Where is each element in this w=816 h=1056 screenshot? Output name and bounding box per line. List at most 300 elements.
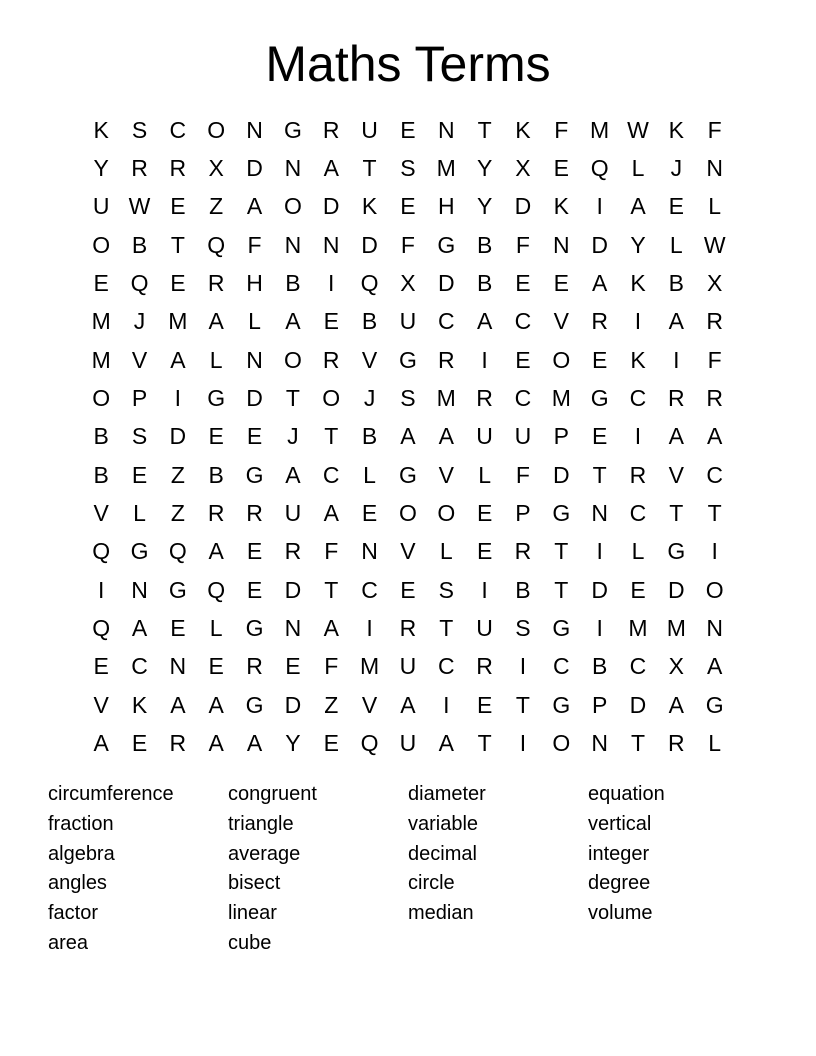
grid-letter: M xyxy=(436,155,456,182)
grid-letter: W xyxy=(703,231,726,258)
grid-letter: B xyxy=(668,270,684,297)
grid-letter: E xyxy=(246,423,263,450)
grid-letter: O xyxy=(322,385,341,412)
grid-letter: A xyxy=(668,423,684,450)
grid-letter: G xyxy=(552,615,571,642)
grid-letter: K xyxy=(361,193,378,220)
grid-letter: D xyxy=(437,270,455,297)
grid-letter: M xyxy=(666,615,686,642)
grid-letter: T xyxy=(707,500,722,527)
grid-letter: K xyxy=(668,116,684,143)
grid-letter: T xyxy=(324,576,339,603)
grid-letter: O xyxy=(92,385,111,412)
grid-letter: S xyxy=(131,116,148,143)
grid-letter: S xyxy=(400,385,416,412)
grid-letter: L xyxy=(708,193,722,220)
grid-letter: A xyxy=(285,308,301,335)
grid-letter: L xyxy=(209,346,223,373)
grid-letter: A xyxy=(246,193,263,220)
grid-letter: D xyxy=(591,231,608,258)
grid-letter: A xyxy=(476,308,493,335)
grid-letter: J xyxy=(133,308,146,335)
grid-letter: I xyxy=(711,538,718,565)
grid-letter: G xyxy=(552,691,571,718)
grid-letter: E xyxy=(323,308,339,335)
word-list-item: area xyxy=(48,931,89,954)
grid-letter: L xyxy=(248,308,261,335)
grid-letter: V xyxy=(668,461,684,488)
grid-letter: G xyxy=(667,538,686,565)
grid-letter: A xyxy=(170,346,186,373)
grid-letter: I xyxy=(443,691,450,718)
grid-letter: V xyxy=(131,346,148,373)
grid-letter: V xyxy=(361,346,378,373)
grid-letter: E xyxy=(476,538,493,565)
grid-letter: S xyxy=(131,423,148,450)
grid-letter: F xyxy=(400,231,415,258)
grid-letter: L xyxy=(363,461,376,488)
grid-letter: L xyxy=(439,538,453,565)
grid-letter: D xyxy=(361,231,378,258)
grid-letter: R xyxy=(476,653,493,680)
grid-letter: T xyxy=(554,538,569,565)
grid-letter: C xyxy=(361,576,378,603)
grid-letter: E xyxy=(323,730,339,757)
grid-letter: E xyxy=(591,423,608,450)
grid-letter: P xyxy=(553,423,569,450)
grid-letter: B xyxy=(131,231,148,258)
grid-letter: X xyxy=(515,155,531,182)
grid-letter: X xyxy=(400,270,416,297)
grid-letter: R xyxy=(207,270,225,297)
grid-letter: C xyxy=(629,500,647,527)
word-list-item: equation xyxy=(588,783,665,805)
grid-letter: T xyxy=(630,730,646,757)
grid-letter: H xyxy=(246,270,263,297)
grid-letter: A xyxy=(438,730,454,757)
grid-letter: E xyxy=(246,538,263,565)
grid-letter: M xyxy=(168,308,188,335)
grid-letter: C xyxy=(437,653,455,680)
grid-letter: A xyxy=(208,691,224,718)
grid-letter: T xyxy=(477,730,492,757)
grid-letter: C xyxy=(514,385,532,412)
word-list-item: fraction xyxy=(48,812,114,835)
grid-letter: I xyxy=(596,193,603,220)
grid-letter: I xyxy=(519,653,527,680)
grid-letter: C xyxy=(169,116,187,143)
grid-letter: K xyxy=(553,193,569,220)
grid-letter: T xyxy=(285,385,300,412)
grid-letter: G xyxy=(590,385,609,412)
grid-letter: E xyxy=(208,653,224,680)
grid-letter: U xyxy=(476,423,493,450)
grid-letter: G xyxy=(245,615,264,642)
grid-letter: X xyxy=(707,270,723,297)
grid-letter: A xyxy=(630,193,646,220)
grid-letter: U xyxy=(399,653,417,680)
grid-letter: E xyxy=(361,500,378,527)
grid-letter: G xyxy=(437,231,456,258)
grid-letter: K xyxy=(630,270,646,297)
grid-letter: U xyxy=(399,730,417,757)
grid-letter: A xyxy=(93,730,109,757)
grid-letter: K xyxy=(131,691,148,718)
grid-letter: J xyxy=(287,423,299,450)
grid-letter: M xyxy=(91,346,111,373)
grid-letter: C xyxy=(514,308,532,335)
grid-letter: E xyxy=(400,116,416,143)
grid-letter: E xyxy=(400,576,416,603)
grid-letter: T xyxy=(554,576,569,603)
grid-letter: A xyxy=(170,691,186,718)
grid-letter: Y xyxy=(476,155,493,182)
grid-letter: R xyxy=(668,730,685,757)
grid-letter: A xyxy=(131,615,148,642)
grid-letter: V xyxy=(438,461,454,488)
grid-letter: E xyxy=(170,615,186,642)
grid-letter: T xyxy=(477,116,492,143)
grid-letter: G xyxy=(245,461,264,488)
grid-letter: L xyxy=(669,231,683,258)
grid-letter: N xyxy=(591,730,608,757)
grid-letter: U xyxy=(399,308,417,335)
grid-letter: G xyxy=(207,385,226,412)
grid-letter: R xyxy=(514,538,532,565)
grid-letter: D xyxy=(668,576,685,603)
grid-letter: E xyxy=(591,346,608,373)
grid-letter: C xyxy=(131,653,148,680)
grid-letter: R xyxy=(131,155,148,182)
word-list-item: diameter xyxy=(408,783,486,805)
grid-letter: F xyxy=(324,653,339,680)
grid-letter: Y xyxy=(93,155,109,182)
grid-letter: R xyxy=(476,385,493,412)
grid-letter: F xyxy=(554,116,569,143)
grid-letter: A xyxy=(707,653,723,680)
grid-letter: D xyxy=(284,576,302,603)
grid-letter: L xyxy=(631,538,645,565)
grid-letter: R xyxy=(169,730,187,757)
grid-letter: L xyxy=(631,155,645,182)
grid-letter: N xyxy=(246,346,263,373)
grid-letter: Q xyxy=(590,155,609,182)
grid-letter: I xyxy=(519,730,527,757)
grid-letter: I xyxy=(634,308,642,335)
grid-letter: F xyxy=(515,461,530,488)
grid-letter: H xyxy=(437,193,455,220)
grid-letter: R xyxy=(591,308,608,335)
grid-letter: S xyxy=(438,576,454,603)
grid-letter: B xyxy=(476,270,493,297)
grid-letter: W xyxy=(627,116,649,143)
grid-letter: O xyxy=(552,346,571,373)
grid-letter: A xyxy=(668,691,684,718)
grid-letter: O xyxy=(398,500,417,527)
grid-letter: Z xyxy=(170,461,185,488)
grid-letter: A xyxy=(323,155,339,182)
grid-letter: N xyxy=(361,538,378,565)
grid-letter: G xyxy=(245,691,264,718)
grid-letter: P xyxy=(131,385,148,412)
word-list-item: volume xyxy=(588,902,653,925)
grid-letter: N xyxy=(246,116,263,143)
grid-letter: B xyxy=(285,270,301,297)
grid-letter: B xyxy=(93,423,109,450)
grid-letter: J xyxy=(670,155,683,182)
grid-letter: I xyxy=(596,538,603,565)
grid-letter: L xyxy=(133,500,146,527)
grid-letter: A xyxy=(707,423,723,450)
grid-letter: V xyxy=(93,691,109,718)
grid-letter: A xyxy=(208,538,224,565)
grid-letter: G xyxy=(705,691,724,718)
word-list-item: decimal xyxy=(408,842,477,865)
grid-letter: I xyxy=(596,615,603,642)
grid-letter: I xyxy=(481,576,488,603)
grid-letter: R xyxy=(207,500,225,527)
grid-letter: F xyxy=(324,538,339,565)
grid-letter: C xyxy=(437,308,455,335)
grid-letter: L xyxy=(209,615,223,642)
grid-letter: O xyxy=(283,193,302,220)
grid-letter: I xyxy=(481,346,488,373)
grid-letter: Q xyxy=(168,538,187,565)
grid-letter: O xyxy=(283,346,302,373)
grid-letter: N xyxy=(706,615,723,642)
grid-letter: Y xyxy=(476,193,493,220)
grid-letter: A xyxy=(400,691,416,718)
grid-letter: S xyxy=(400,155,416,182)
grid-letter: B xyxy=(591,653,608,680)
grid-letter: E xyxy=(630,576,646,603)
word-list-item: factor xyxy=(48,902,99,925)
grid-letter: E xyxy=(246,576,263,603)
letter-grid xyxy=(82,111,734,763)
grid-letter: U xyxy=(284,500,302,527)
grid-letter: A xyxy=(208,730,224,757)
grid-letter: T xyxy=(324,423,339,450)
grid-letter: E xyxy=(668,193,684,220)
grid-letter: A xyxy=(208,308,224,335)
grid-letter: Q xyxy=(207,231,226,258)
grid-letter: N xyxy=(591,500,608,527)
grid-letter: D xyxy=(246,155,263,182)
grid-letter: R xyxy=(169,155,187,182)
grid-letter: E xyxy=(400,193,416,220)
grid-letter: T xyxy=(592,461,607,488)
grid-letter: A xyxy=(323,615,339,642)
grid-letter: S xyxy=(515,615,531,642)
grid-letter: Q xyxy=(207,576,226,603)
grid-letter: E xyxy=(515,346,531,373)
word-list-item: bisect xyxy=(228,872,281,895)
grid-letter: G xyxy=(552,500,571,527)
word-list-item: cube xyxy=(228,931,272,954)
grid-letter: A xyxy=(246,730,263,757)
grid-letter: E xyxy=(208,423,224,450)
grid-letter: Q xyxy=(360,730,379,757)
grid-letter: A xyxy=(668,308,684,335)
grid-letter: M xyxy=(590,116,610,143)
grid-letter: Z xyxy=(209,193,224,220)
grid-letter: O xyxy=(207,116,226,143)
grid-letter: G xyxy=(283,116,302,143)
grid-letter: C xyxy=(322,461,340,488)
grid-letter: Q xyxy=(92,538,111,565)
word-list-item: congruent xyxy=(228,783,317,805)
grid-letter: F xyxy=(707,346,722,373)
grid-letter: D xyxy=(591,576,608,603)
grid-letter: M xyxy=(551,385,571,412)
grid-letter: T xyxy=(170,231,185,258)
grid-letter: O xyxy=(92,231,111,258)
grid-letter: E xyxy=(170,193,186,220)
grid-letter: X xyxy=(668,653,684,680)
word-list-item: angles xyxy=(48,872,107,895)
grid-letter: E xyxy=(131,730,148,757)
grid-letter: E xyxy=(170,270,186,297)
word-list-item: algebra xyxy=(48,842,115,865)
word-list-item: integer xyxy=(588,842,650,865)
grid-letter: E xyxy=(93,270,109,297)
word-list-item: vertical xyxy=(588,812,652,835)
grid-letter: N xyxy=(131,576,148,603)
grid-letter: G xyxy=(130,538,149,565)
grid-letter: G xyxy=(398,346,417,373)
grid-letter: U xyxy=(92,193,110,220)
grid-letter: V xyxy=(93,500,109,527)
grid-letter: K xyxy=(515,116,531,143)
grid-letter: C xyxy=(629,653,647,680)
grid-letter: B xyxy=(476,231,493,258)
grid-letter: C xyxy=(552,653,570,680)
grid-letter: T xyxy=(439,615,454,642)
grid-letter: B xyxy=(208,461,224,488)
grid-letter: N xyxy=(284,155,302,182)
word-list-item: variable xyxy=(408,812,479,835)
grid-letter: Z xyxy=(170,500,185,527)
grid-letter: I xyxy=(673,346,680,373)
grid-letter: G xyxy=(168,576,187,603)
grid-letter: V xyxy=(400,538,416,565)
grid-letter: R xyxy=(706,308,723,335)
grid-letter: E xyxy=(515,270,531,297)
grid-letter: N xyxy=(284,231,302,258)
grid-letter: A xyxy=(591,270,608,297)
grid-letter: B xyxy=(93,461,109,488)
grid-letter: J xyxy=(363,385,376,412)
grid-letter: A xyxy=(438,423,454,450)
grid-letter: K xyxy=(630,346,646,373)
grid-letter: Y xyxy=(630,231,646,258)
grid-letter: O xyxy=(705,576,724,603)
grid-letter: U xyxy=(476,615,493,642)
grid-letter: E xyxy=(285,653,301,680)
grid-letter: N xyxy=(284,615,302,642)
grid-letter: M xyxy=(436,385,456,412)
grid-letter: D xyxy=(246,385,263,412)
grid-letter: I xyxy=(97,576,105,603)
grid-letter: I xyxy=(366,615,373,642)
grid-letter: D xyxy=(552,461,570,488)
grid-letter: U xyxy=(514,423,532,450)
grid-letter: A xyxy=(285,461,301,488)
grid-letter: Y xyxy=(285,730,301,757)
grid-letter: R xyxy=(668,385,685,412)
grid-letter: Q xyxy=(360,270,379,297)
grid-letter: E xyxy=(476,500,493,527)
grid-letter: A xyxy=(323,500,339,527)
grid-letter: N xyxy=(706,155,723,182)
grid-letter: C xyxy=(629,385,647,412)
grid-letter: V xyxy=(361,691,378,718)
grid-letter: O xyxy=(437,500,456,527)
grid-letter: R xyxy=(399,615,417,642)
grid-letter: U xyxy=(361,116,378,143)
grid-letter: I xyxy=(174,385,182,412)
grid-letter: N xyxy=(437,116,455,143)
grid-letter: T xyxy=(362,155,377,182)
page-title: Maths Terms xyxy=(265,36,551,92)
grid-letter: R xyxy=(629,461,647,488)
grid-letter: F xyxy=(515,231,530,258)
grid-letter: E xyxy=(553,155,569,182)
grid-letter: T xyxy=(515,691,530,718)
grid-letter: Q xyxy=(92,615,111,642)
grid-letter: E xyxy=(93,653,109,680)
grid-letter: R xyxy=(284,538,302,565)
word-list-item: median xyxy=(408,902,474,925)
grid-letter: D xyxy=(629,691,647,718)
grid-letter: E xyxy=(553,270,569,297)
grid-letter: E xyxy=(476,691,493,718)
grid-letter: L xyxy=(478,461,491,488)
grid-letter: D xyxy=(284,691,302,718)
grid-letter: D xyxy=(169,423,187,450)
grid-letter: N xyxy=(169,653,187,680)
grid-letter: M xyxy=(91,308,111,335)
grid-letter: O xyxy=(552,730,571,757)
grid-letter: M xyxy=(359,653,380,680)
word-list-item: circumference xyxy=(48,783,174,805)
grid-letter: B xyxy=(361,308,378,335)
word-list-item: average xyxy=(228,842,301,865)
grid-letter: G xyxy=(398,461,417,488)
grid-letter: Q xyxy=(130,270,149,297)
grid-letter: C xyxy=(706,461,723,488)
grid-letter: Z xyxy=(324,691,339,718)
grid-letter: I xyxy=(328,270,335,297)
grid-letter: B xyxy=(515,576,531,603)
grid-letter: M xyxy=(628,615,648,642)
word-list-item: degree xyxy=(588,872,651,895)
grid-letter: A xyxy=(400,423,416,450)
grid-letter: F xyxy=(707,116,722,143)
grid-letter: R xyxy=(706,385,723,412)
grid-letter: V xyxy=(553,308,569,335)
grid-letter: R xyxy=(322,116,340,143)
grid-letter: X xyxy=(208,155,224,182)
word-list-item: linear xyxy=(228,902,277,925)
grid-letter: F xyxy=(247,231,262,258)
word-list-item: circle xyxy=(408,872,455,895)
grid-letter: N xyxy=(552,231,570,258)
grid-letter: R xyxy=(246,500,263,527)
grid-letter: W xyxy=(128,193,151,220)
grid-letter: K xyxy=(93,116,109,143)
grid-letter: L xyxy=(708,730,722,757)
